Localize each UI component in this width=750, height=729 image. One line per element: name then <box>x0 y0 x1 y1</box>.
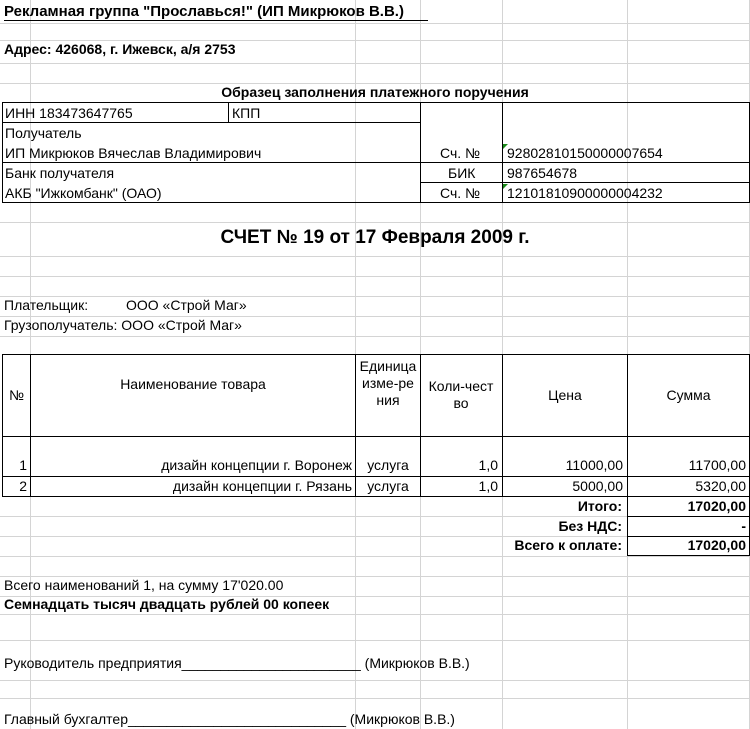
company-address: Адрес: 426068, г. Ижевск, а/я 2753 <box>4 41 236 57</box>
border-line <box>2 354 750 355</box>
due-value: 17020,00 <box>687 537 746 553</box>
row-1-price: 11000,00 <box>565 457 623 473</box>
bik-label: БИК <box>448 165 476 181</box>
consignee-text: Грузополучатель: ООО «Строй Маг» <box>4 317 242 333</box>
invoice-title: СЧЕТ № 19 от 17 Февраля 2009 г. <box>220 227 530 248</box>
row-1-unit: услуга <box>367 457 409 473</box>
border-line <box>228 102 229 123</box>
col-header-name: Наименование товара <box>120 376 266 392</box>
border-line <box>420 354 421 497</box>
row-2-price: 5000,00 <box>572 478 623 494</box>
border-line <box>2 202 750 203</box>
border-line <box>355 354 356 497</box>
grid-line <box>0 614 750 615</box>
row-2-name: дизайн концепции г. Рязань <box>172 478 352 494</box>
director-signature: Руководитель предприятия_______________________ (Микрюков В.В.) <box>4 655 470 671</box>
border-line <box>502 354 503 497</box>
row-2-sum: 5320,00 <box>695 478 746 494</box>
vat-value: - <box>741 518 746 534</box>
row-2-unit: услуга <box>367 478 409 494</box>
accountant-signature: Главный бухгалтер____________________________ (Микрюков В.В.) <box>4 711 455 727</box>
row-2-qty: 1,0 <box>478 478 498 494</box>
border-line <box>2 102 750 103</box>
border-line <box>2 436 750 437</box>
grid-line <box>0 276 750 277</box>
col-header-price: Цена <box>548 387 582 403</box>
total-value: 17020,00 <box>687 498 746 514</box>
border-line <box>627 516 750 517</box>
border-line <box>2 102 3 203</box>
grid-line <box>0 680 750 681</box>
row-1-name: дизайн концепции г. Воронеж <box>161 457 352 473</box>
items-summary: Всего наименований 1, на сумму 17'020.00 <box>4 577 284 593</box>
company-underline <box>4 20 428 21</box>
corr-account-label: Сч. № <box>440 185 481 201</box>
border-line <box>30 354 31 497</box>
border-line <box>2 476 750 477</box>
company-name: Рекламная группа "Прославься!" (ИП Микрюков В.В.) <box>4 3 404 20</box>
vat-label: Без НДС: <box>558 518 622 534</box>
account-number: 92802810150000007654 <box>507 145 663 161</box>
border-line <box>627 354 628 497</box>
bank-name: АКБ "Ижкомбанк" (ОАО) <box>5 185 162 201</box>
border-line <box>420 102 421 203</box>
bik-value: 987654678 <box>507 165 578 181</box>
border-line <box>627 555 750 556</box>
col-header-sum: Сумма <box>666 387 711 403</box>
grid-line <box>0 23 750 24</box>
grid-line <box>0 63 750 64</box>
border-line <box>2 354 3 497</box>
col-header-unit: Единица изме-рения <box>359 358 417 408</box>
grid-line <box>0 296 750 297</box>
grid-line <box>0 556 750 557</box>
payer-label: Плательщик: <box>4 297 89 313</box>
row-2-num: 2 <box>19 478 27 494</box>
border-line <box>420 182 750 183</box>
inn-text: ИНН 183473647765 <box>5 105 133 121</box>
total-label: Итого: <box>577 498 622 514</box>
grid-line <box>0 698 750 699</box>
recipient-name: ИП Микрюков Вячеслав Владимирович <box>5 145 262 161</box>
border-line <box>2 122 420 123</box>
payment-sample-title: Образец заполнения платежного поручения <box>221 84 529 100</box>
account-label: Сч. № <box>440 145 481 161</box>
payer-name: ООО «Строй Маг» <box>126 297 247 313</box>
corr-account-number: 12101810900000004232 <box>507 185 663 201</box>
row-1-num: 1 <box>19 457 27 473</box>
recipient-label: Получатель <box>5 125 82 141</box>
border-line <box>2 496 750 497</box>
grid-line <box>0 640 750 641</box>
border-line <box>2 162 750 163</box>
amount-in-words: Семнадцать тысяч двадцать рублей 00 копеек <box>4 596 330 612</box>
col-header-num: № <box>8 387 25 403</box>
grid-line <box>0 222 750 223</box>
row-1-sum: 11700,00 <box>688 457 746 473</box>
grid-line <box>0 336 750 337</box>
kpp-label: КПП <box>232 105 261 121</box>
row-1-qty: 1,0 <box>478 457 498 473</box>
grid-line <box>0 256 750 257</box>
col-header-qty: Коли-чество <box>428 378 494 411</box>
bank-label: Банк получателя <box>5 165 115 181</box>
due-label: Всего к оплате: <box>514 537 622 553</box>
